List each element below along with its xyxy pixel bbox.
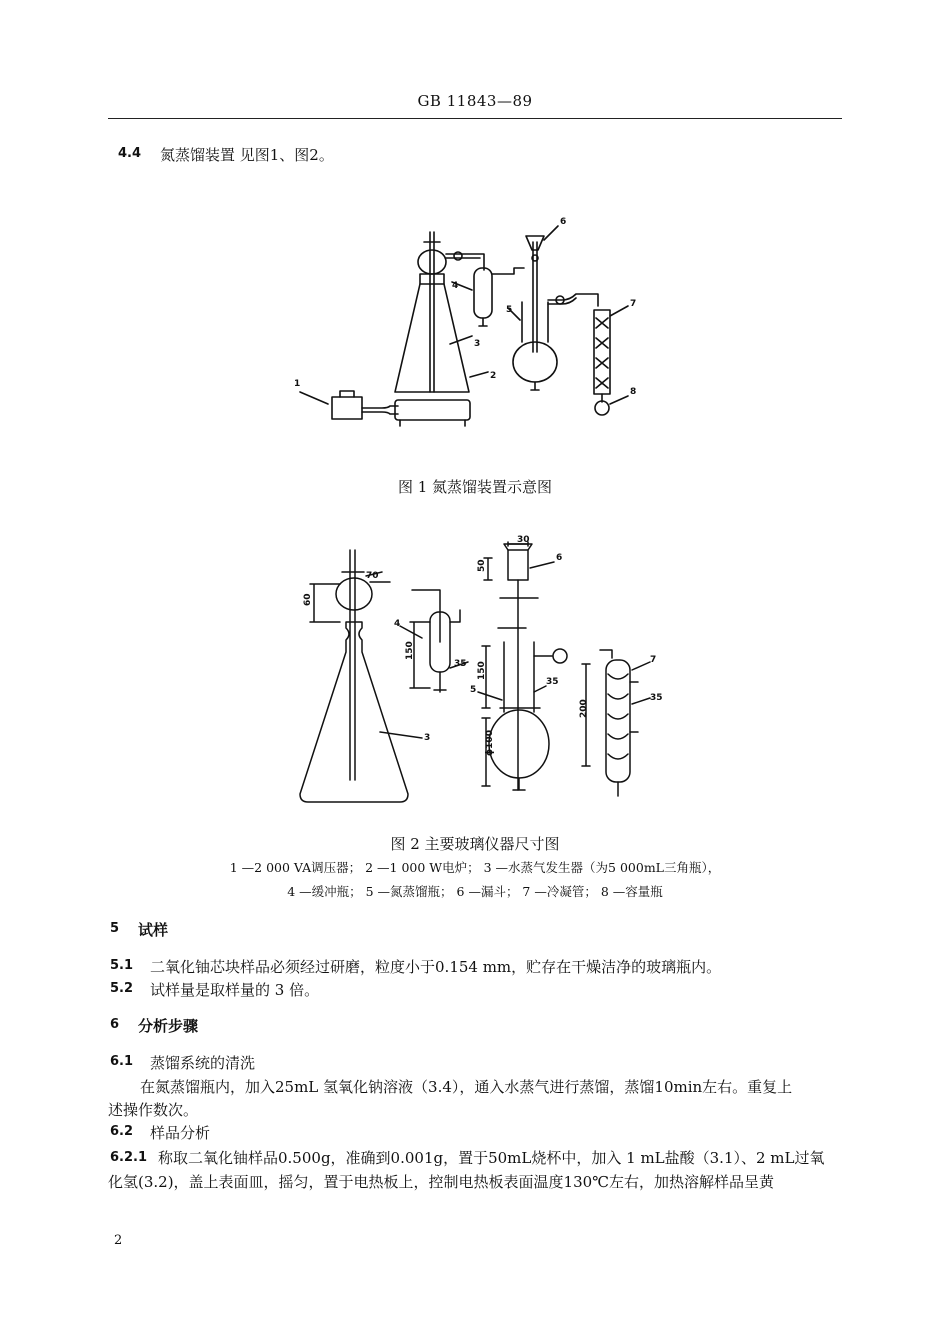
figure-1-distillation-apparatus [290,212,650,432]
figure-1-label-1: 1 [294,379,301,389]
section-5-title: 试样 [138,921,169,939]
section-6-1-line-1: 在氮蒸馏瓶内，加入25mL 氢氧化钠溶液（3.4），通入水蒸气进行蒸馏，蒸馏10min左右。重复上 [140,1078,793,1096]
section-6-2-1-line-2: 化氢(3.2)，盖上表面皿，摇匀，置于电热板上，控制电热板表面温度130℃左右，加热溶解样品呈黄 [108,1173,774,1191]
section-6-2-title: 样品分析 [150,1124,211,1142]
figure-2-dim-phi100: ϕ100 [485,730,495,756]
figure-2-label-5: 5 [470,685,477,695]
figure-2-dim-30: 30 [517,535,530,545]
figure-2-dim-70: 70 [366,571,379,581]
figure-2-label-7: 7 [650,655,657,665]
section-6-title: 分析步骤 [138,1017,199,1035]
section-5-2-number: 5.2 [110,981,134,996]
figure-2-dim-35a: 35 [454,659,467,669]
section-5-number: 5 [110,921,120,936]
figure-1-label-2: 2 [490,371,497,381]
figure-1-label-4: 4 [452,281,459,291]
figure-2-dim-35c: 35 [650,693,663,703]
figure-2-dim-200: 200 [579,699,589,718]
section-4-4-number: 4.4 [118,146,142,161]
figure-1-label-8: 8 [630,387,637,397]
section-6-1-title: 蒸馏系统的清洗 [150,1054,256,1072]
section-5-1-number: 5.1 [110,958,134,973]
figure-2-dim-150b: 150 [477,661,487,680]
section-6-2-1-number: 6.2.1 [110,1150,148,1165]
section-5-1-text: 二氧化铀芯块样品必须经过研磨，粒度小于0.154 mm，贮存在干燥洁净的玻璃瓶内。 [150,958,722,976]
figure-2-label-6: 6 [556,553,563,563]
figure-2-label-3: 3 [424,733,431,743]
figure-2-dim-35b: 35 [546,677,559,687]
section-6-1-number: 6.1 [110,1054,134,1069]
figure-2-dim-50: 50 [477,559,487,572]
figure-2-dim-60: 60 [303,593,313,606]
section-6-2-number: 6.2 [110,1124,134,1139]
page-header-title: GB 11843—89 [417,92,533,110]
section-5-2-text: 试样量是取样量的 3 倍。 [150,981,320,999]
section-6-2-1-line-1: 称取二氧化铀样品0.500g，准确到0.001g，置于50mL烧杯中，加入 1 mL盐酸（3.1）、2 mL过氧 [158,1149,825,1167]
figure-legend-line-2: 4 —缓冲瓶； 5 —氮蒸馏瓶； 6 —漏斗； 7 —冷凝管； 8 —容量瓶 [287,884,663,899]
figure-2-label-4: 4 [394,619,401,629]
figure-1-caption: 图 1 氮蒸馏装置示意图 [397,478,553,496]
header-rule [108,118,842,119]
section-6-number: 6 [110,1017,120,1032]
figure-1-label-7: 7 [630,299,637,309]
figure-1-label-5: 5 [506,305,513,315]
figure-2-caption: 图 2 主要玻璃仪器尺寸图 [390,835,560,853]
figure-1-label-6: 6 [560,217,567,227]
figure-2-dim-150a: 150 [405,641,415,660]
section-6-1-line-2: 述操作数次。 [108,1101,199,1119]
section-4-4-text: 氮蒸馏装置 见图1、图2。 [160,146,334,164]
page-number: 2 [114,1233,123,1248]
figure-1-label-3: 3 [474,339,481,349]
figure-2-glassware-dimensions [290,532,670,812]
figure-legend-line-1: 1 —2 000 VA调压器； 2 —1 000 W电炉； 3 —水蒸气发生器（为5 000mL三角瓶）， [229,860,721,875]
